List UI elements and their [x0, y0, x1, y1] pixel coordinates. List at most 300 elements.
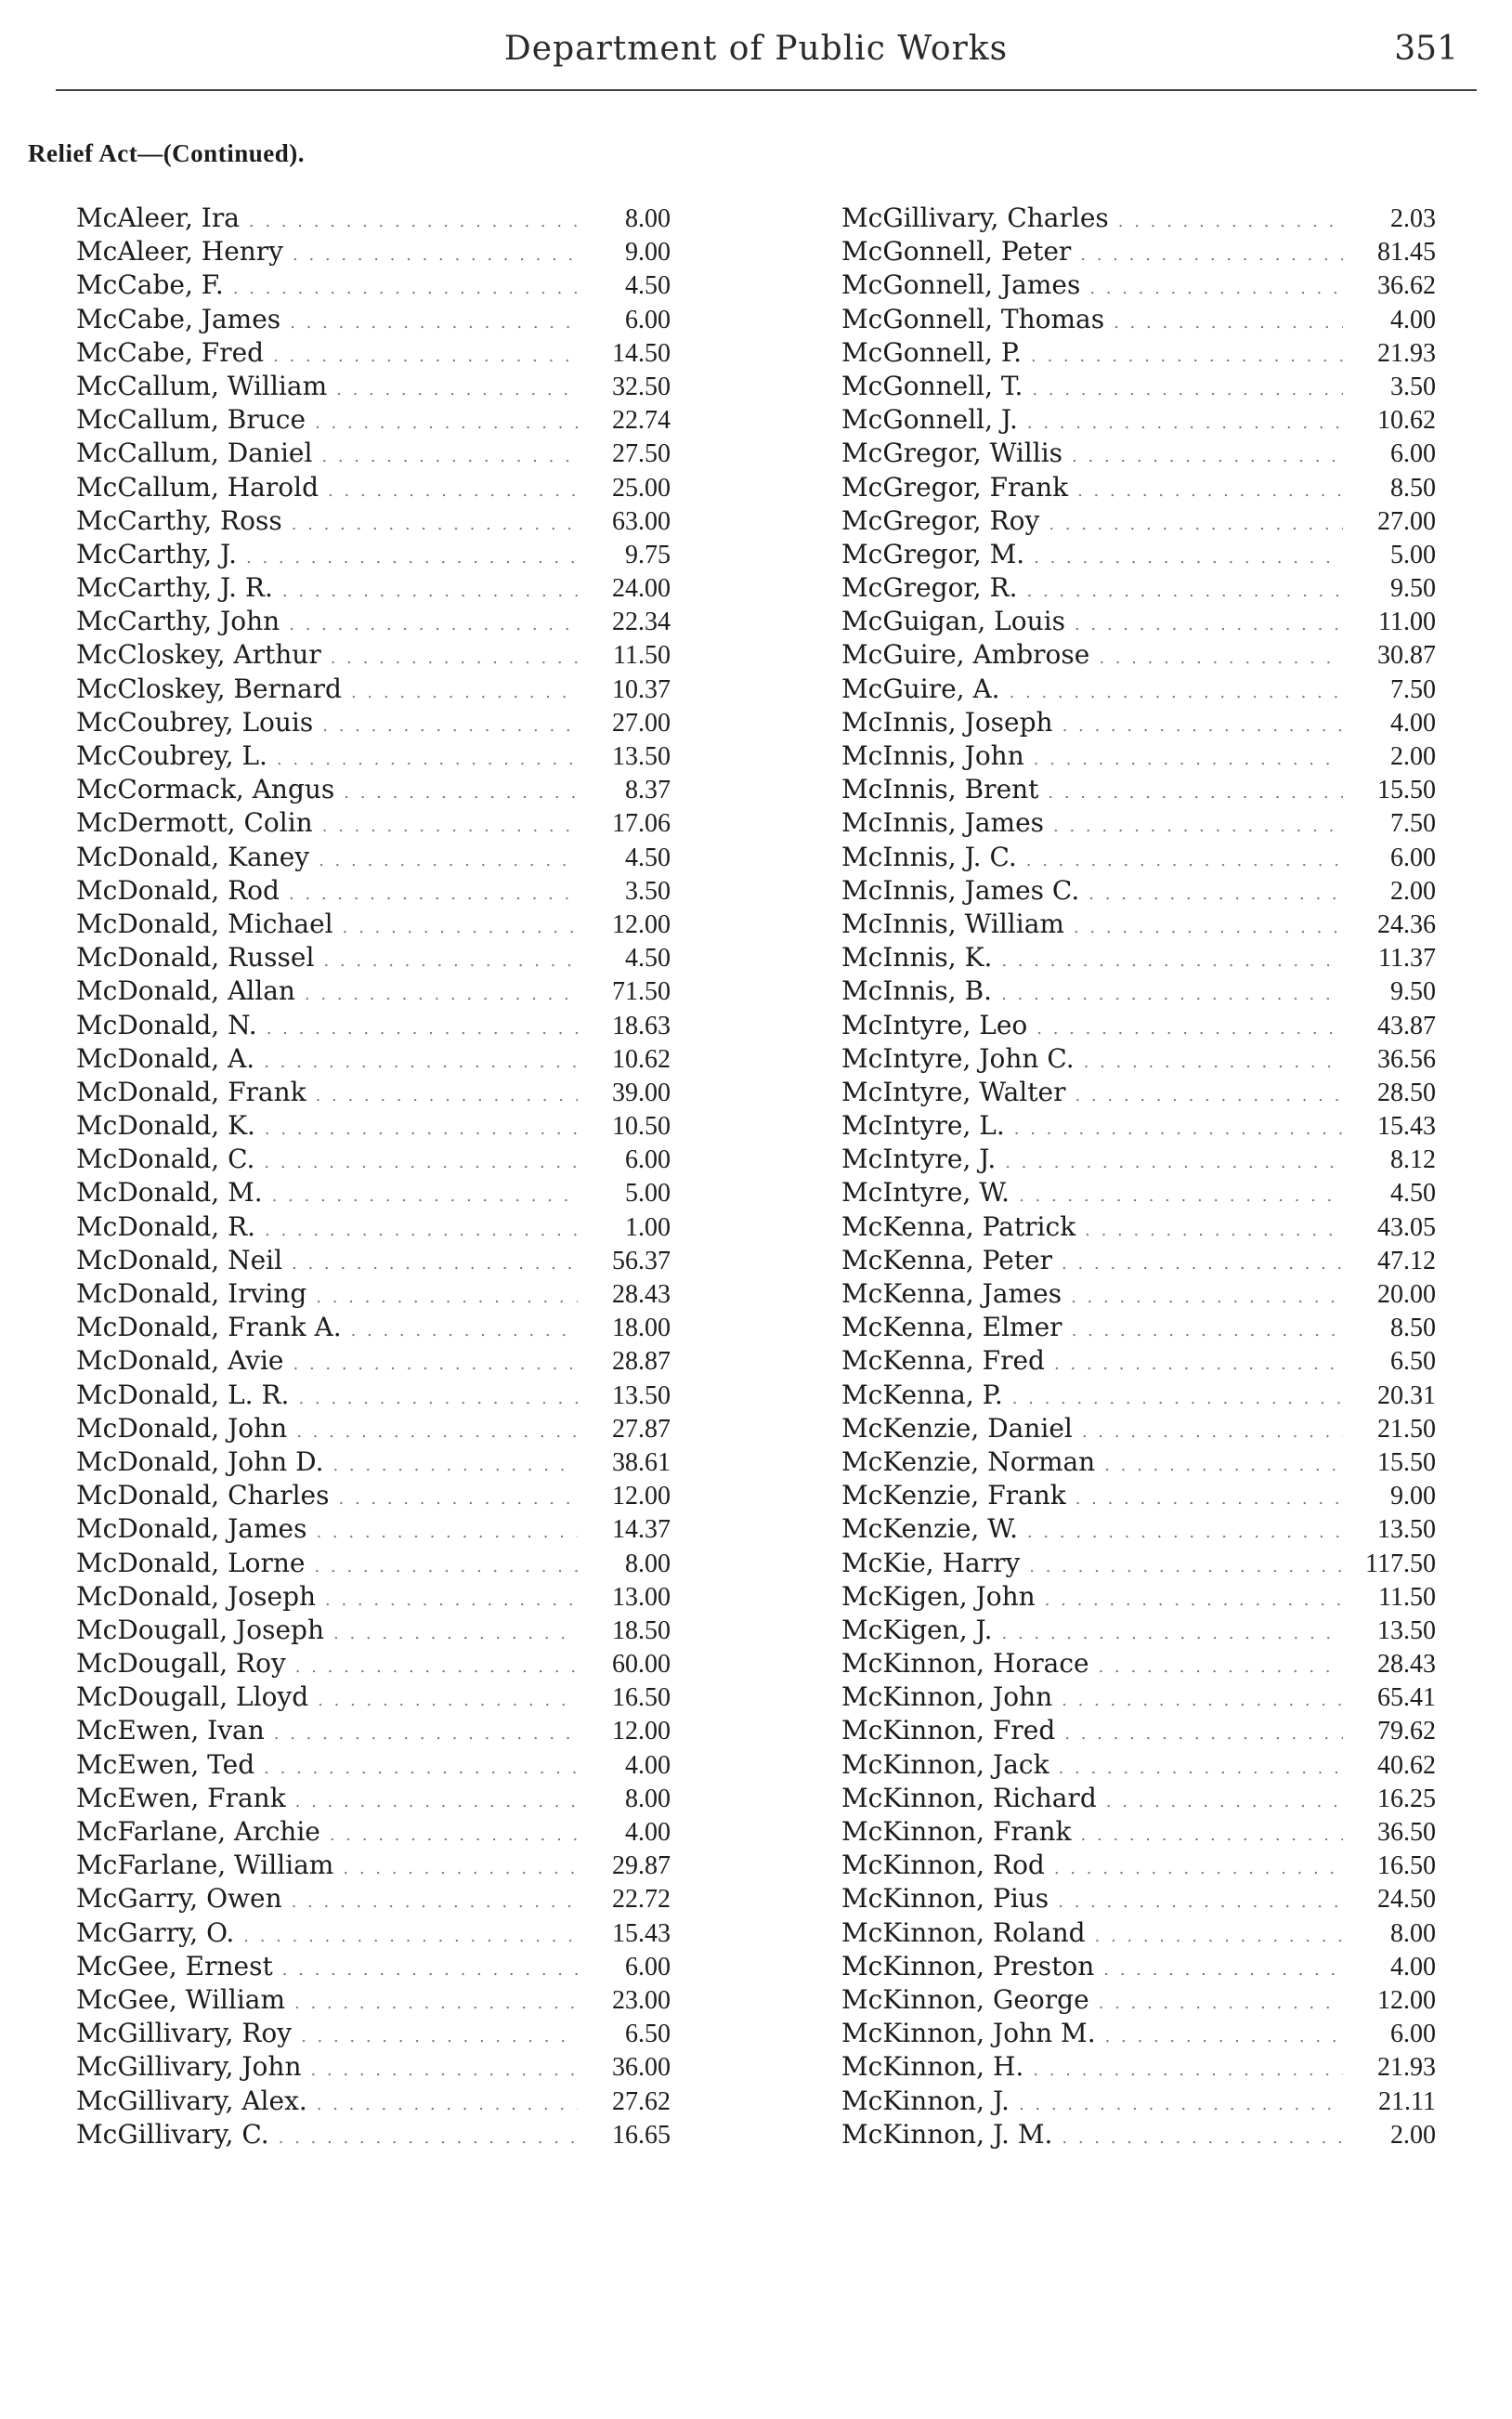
dot-leader	[1075, 1086, 1343, 1105]
entry-name: McKinnon, H.	[841, 2051, 1024, 2083]
entry-name: McCarthy, John	[76, 606, 280, 637]
entry-amount: 8.00	[625, 1784, 671, 1813]
dot-leader	[294, 1994, 578, 2013]
list-item	[76, 1984, 671, 2018]
entry-name: McCloskey, Bernard	[76, 673, 342, 704]
entry-name: McIntyre, Leo	[841, 1009, 1028, 1040]
entry-name: McKinnon, J.	[841, 2085, 1010, 2116]
entry-name: McDougall, Roy	[76, 1648, 286, 1680]
entry-amount: 8.00	[625, 1549, 671, 1578]
entry-amount: 21.93	[1377, 338, 1436, 368]
entry-name: McEwen, Frank	[76, 1782, 286, 1813]
dot-leader	[243, 1927, 578, 1946]
list-item	[76, 472, 671, 505]
entry-amount: 28.43	[612, 1280, 671, 1309]
dot-leader	[265, 1221, 578, 1240]
entry-amount: 28.50	[1377, 1078, 1436, 1107]
list-item	[76, 2119, 671, 2152]
entry-amount: 14.50	[612, 338, 671, 368]
entry-name: McDougall, Lloyd	[76, 1681, 309, 1713]
entry-name: McCallum, Bruce	[76, 404, 306, 436]
entry-amount: 39.00	[612, 1078, 671, 1107]
dot-leader	[1054, 1354, 1343, 1374]
entry-name: McDonald, Frank	[76, 1076, 306, 1107]
dot-leader	[1012, 1389, 1343, 1408]
dot-leader	[264, 1759, 578, 1778]
entry-name: McCoubrey, L.	[76, 740, 267, 771]
list-item	[76, 975, 671, 1009]
entry-amount: 15.43	[612, 1918, 671, 1948]
entry-amount: 16.50	[612, 1683, 671, 1713]
dot-leader	[1019, 2095, 1343, 2114]
entry-name: McKinnon, Jack	[841, 1748, 1049, 1780]
list-item	[841, 2119, 1436, 2152]
list-item	[76, 304, 671, 337]
list-item	[76, 1749, 671, 1783]
entry-amount: 8.50	[1390, 473, 1436, 503]
dot-leader	[318, 1691, 578, 1710]
entry-amount: 60.00	[612, 1650, 671, 1680]
dot-leader	[1114, 313, 1343, 333]
dot-leader	[233, 279, 578, 298]
entry-amount: 4.00	[1390, 708, 1436, 738]
dot-leader	[264, 1053, 578, 1072]
list-item	[76, 236, 671, 269]
list-item	[76, 1345, 671, 1379]
entry-amount: 28.87	[612, 1347, 671, 1377]
list-item	[841, 740, 1436, 774]
entry-amount: 11.50	[1378, 1582, 1436, 1612]
entry-name: McDougall, Joseph	[76, 1614, 324, 1645]
list-item	[76, 1548, 671, 1581]
list-item	[76, 606, 671, 639]
entry-name: McGregor, Frank	[841, 471, 1069, 503]
entry-name: McDonald, N.	[76, 1009, 257, 1040]
entry-name: McKie, Harry	[841, 1547, 1021, 1578]
dot-leader	[265, 1119, 578, 1139]
entry-name: McDonald, Frank A.	[76, 1312, 342, 1343]
entry-name: McGregor, Willis	[841, 438, 1063, 469]
entry-name: McCarthy, Ross	[76, 504, 282, 536]
list-item	[76, 1245, 671, 1278]
entry-name: McKinnon, Richard	[841, 1782, 1097, 1813]
dot-leader	[1071, 1288, 1343, 1307]
list-item	[841, 1749, 1436, 1783]
entry-name: McGillivary, Roy	[76, 2018, 293, 2049]
list-item	[76, 371, 671, 404]
list-item	[841, 438, 1436, 471]
list-item	[841, 606, 1436, 639]
entry-name: McGonnell, Thomas	[841, 303, 1105, 334]
entry-amount: 23.00	[612, 1985, 671, 2015]
list-item	[841, 842, 1436, 875]
entry-name: McDonald, John	[76, 1412, 288, 1444]
entry-name: McDonald, Kaney	[76, 841, 310, 872]
dot-leader	[351, 683, 578, 702]
entry-amount: 25.00	[612, 473, 671, 503]
entry-name: McKinnon, John	[841, 1681, 1053, 1713]
entry-amount: 10.62	[1377, 406, 1436, 436]
entry-amount: 27.50	[612, 439, 671, 469]
entry-amount: 2.00	[1390, 2120, 1436, 2150]
list-item	[841, 1715, 1436, 1748]
entry-amount: 6.50	[625, 2020, 671, 2049]
entry-amount: 8.37	[625, 776, 671, 805]
entry-name: McGuire, Ambrose	[841, 639, 1090, 671]
entry-name: McDonald, R.	[76, 1210, 256, 1242]
entry-amount: 18.63	[612, 1011, 671, 1040]
entry-name: McCoubrey, Louis	[76, 706, 314, 738]
dot-leader	[1034, 750, 1343, 769]
entry-amount: 20.31	[1377, 1380, 1436, 1410]
entry-amount: 15.50	[1377, 1447, 1436, 1477]
list-item	[76, 1446, 671, 1480]
dot-leader	[332, 1456, 578, 1475]
entry-amount: 47.12	[1377, 1246, 1436, 1275]
list-item	[76, 1883, 671, 1916]
list-item	[841, 875, 1436, 909]
entry-name: McCabe, Fred	[76, 336, 265, 368]
entry-name: McInnis, Brent	[841, 774, 1039, 805]
page-title: Department of Public Works	[503, 30, 1009, 68]
entry-amount: 6.00	[625, 1952, 671, 1981]
dot-leader	[319, 851, 578, 870]
dot-leader	[1014, 1119, 1343, 1139]
list-item	[841, 304, 1436, 337]
entry-amount: 10.37	[612, 674, 671, 704]
entry-name: McKinnon, Rod	[841, 1850, 1045, 1881]
entry-name: McDonald, Russel	[76, 942, 315, 974]
list-item	[76, 740, 671, 774]
entry-amount: 6.00	[1390, 843, 1436, 872]
dot-leader	[292, 1892, 578, 1912]
list-item	[841, 1648, 1436, 1681]
list-item	[76, 1480, 671, 1513]
entry-amount: 7.50	[1390, 809, 1436, 839]
list-item	[76, 1413, 671, 1446]
entry-amount: 36.56	[1377, 1044, 1436, 1074]
dot-leader	[1075, 1489, 1343, 1509]
entry-amount: 2.00	[1390, 742, 1436, 771]
dot-leader	[330, 1825, 578, 1845]
dot-leader	[1077, 481, 1343, 501]
entry-amount: 27.00	[612, 708, 671, 738]
entry-name: McDonald, Irving	[76, 1278, 307, 1309]
left-column	[76, 203, 671, 2152]
page-header	[0, 30, 1512, 85]
list-item	[841, 1850, 1436, 1883]
entry-name: McKinnon, Horace	[841, 1648, 1089, 1680]
entry-amount: 21.50	[1377, 1414, 1436, 1444]
entry-name: McEwen, Ivan	[76, 1715, 265, 1746]
dot-leader	[298, 1389, 578, 1408]
entry-name: McDonald, A.	[76, 1042, 255, 1074]
list-item	[76, 673, 671, 707]
dot-leader	[1103, 1960, 1343, 1980]
entry-amount: 4.00	[625, 1750, 671, 1780]
entry-amount: 7.50	[1390, 674, 1436, 704]
list-item	[76, 1648, 671, 1681]
dot-leader	[279, 2128, 578, 2148]
entry-amount: 21.93	[1377, 2053, 1436, 2083]
dot-leader	[1080, 245, 1343, 265]
entry-amount: 81.45	[1377, 238, 1436, 268]
entry-amount: 20.00	[1377, 1280, 1436, 1309]
list-item	[841, 2051, 1436, 2085]
dot-leader	[317, 2095, 578, 2114]
entry-amount: 12.00	[612, 1482, 671, 1511]
list-item	[76, 909, 671, 942]
list-item	[841, 1379, 1436, 1413]
entry-name: McKenna, Patrick	[841, 1210, 1076, 1242]
header-rule	[56, 89, 1477, 91]
list-item	[841, 1110, 1436, 1144]
dot-leader	[1075, 615, 1343, 634]
dot-leader	[295, 1657, 578, 1677]
list-item	[76, 1783, 671, 1816]
entry-amount: 32.50	[612, 372, 671, 401]
list-item	[841, 707, 1436, 740]
list-item	[841, 1345, 1436, 1379]
entry-name: McGregor, Roy	[841, 504, 1040, 536]
entry-amount: 56.37	[612, 1246, 671, 1275]
entry-amount: 18.00	[612, 1314, 671, 1343]
entry-name: McFarlane, William	[76, 1850, 334, 1881]
dot-leader	[264, 1153, 578, 1172]
entry-amount: 13.50	[612, 742, 671, 771]
dot-leader	[316, 1523, 578, 1542]
entry-name: McKinnon, Preston	[841, 1950, 1095, 1981]
entry-amount: 4.50	[625, 271, 671, 301]
entry-name: McDonald, Joseph	[76, 1580, 317, 1612]
dot-leader	[1027, 413, 1343, 433]
list-item	[76, 1177, 671, 1210]
entry-name: McDonald, Neil	[76, 1244, 283, 1275]
entry-amount: 13.00	[612, 1582, 671, 1612]
entry-name: McKigen, J.	[841, 1614, 993, 1645]
entry-amount: 28.43	[1377, 1650, 1436, 1680]
entry-amount: 4.00	[1390, 305, 1436, 334]
entry-amount: 71.50	[612, 977, 671, 1007]
entry-amount: 10.50	[612, 1112, 671, 1142]
entry-amount: 4.00	[1390, 1952, 1436, 1981]
list-item	[76, 842, 671, 875]
dot-leader	[272, 1186, 578, 1206]
list-item	[841, 1615, 1436, 1648]
entry-amount: 9.50	[1390, 977, 1436, 1007]
list-item	[841, 1010, 1436, 1043]
dot-leader	[1081, 1825, 1344, 1845]
dot-leader	[273, 347, 578, 366]
entry-amount: 9.00	[625, 238, 671, 268]
entry-amount: 16.25	[1377, 1784, 1436, 1813]
dot-leader	[1064, 1724, 1343, 1744]
list-item	[76, 1951, 671, 1984]
list-item	[76, 1278, 671, 1312]
entry-name: McKinnon, Roland	[841, 1916, 1086, 1948]
entry-name: McDonald, Lorne	[76, 1547, 306, 1578]
dot-leader	[296, 1422, 578, 1442]
entry-name: McCarthy, J.	[76, 538, 237, 569]
entry-amount: 2.03	[1390, 204, 1436, 233]
entry-name: McCallum, William	[76, 370, 328, 401]
list-item	[841, 1783, 1436, 1816]
list-item	[76, 1010, 671, 1043]
dot-leader	[328, 481, 578, 501]
list-item	[841, 269, 1436, 303]
entry-name: McDonald, Charles	[76, 1480, 330, 1511]
list-item	[76, 1681, 671, 1715]
dot-leader	[325, 1590, 578, 1610]
dot-leader	[289, 615, 578, 634]
list-item	[841, 1480, 1436, 1513]
dot-leader	[1105, 2027, 1343, 2046]
entry-name: McGonnell, T.	[841, 370, 1023, 401]
entry-name: McKenna, P.	[841, 1379, 1003, 1410]
entry-amount: 1.00	[625, 1212, 671, 1242]
dot-leader	[1031, 347, 1343, 366]
entry-name: McGee, William	[76, 1983, 286, 2015]
list-item	[76, 1715, 671, 1748]
entry-name: McIntyre, L.	[841, 1110, 1005, 1142]
entry-name: McGonnell, Peter	[841, 236, 1072, 268]
entry-amount: 6.00	[625, 305, 671, 334]
list-item	[841, 2018, 1436, 2051]
list-item	[76, 1513, 671, 1547]
entry-name: McDonald, M.	[76, 1177, 263, 1209]
list-item	[76, 1615, 671, 1648]
dot-leader	[293, 245, 578, 265]
list-item	[841, 942, 1436, 975]
entry-amount: 9.75	[625, 540, 671, 569]
list-item	[841, 1446, 1436, 1480]
list-item	[841, 807, 1436, 841]
entry-name: McDonald, John D.	[76, 1445, 324, 1477]
entry-name: McDonald, James	[76, 1513, 307, 1545]
entry-amount: 16.65	[612, 2120, 671, 2150]
page-number: 351	[1394, 30, 1458, 68]
entry-amount: 22.34	[612, 608, 671, 637]
list-item	[841, 236, 1436, 269]
entry-name: McCarthy, J. R.	[76, 572, 273, 604]
section-heading: Relief Act—(Continued).	[28, 139, 305, 167]
list-item	[841, 505, 1436, 539]
entry-name: McGarry, Owen	[76, 1883, 282, 1915]
entry-amount: 3.50	[625, 876, 671, 906]
entry-amount: 22.72	[612, 1885, 671, 1915]
dot-leader	[322, 817, 578, 836]
dot-leader	[1054, 1859, 1343, 1878]
dot-leader	[1005, 1153, 1343, 1172]
entry-amount: 6.50	[1390, 1347, 1436, 1377]
dot-leader	[1010, 683, 1343, 702]
entry-amount: 8.00	[625, 204, 671, 233]
dot-leader	[1089, 279, 1343, 298]
list-item	[76, 269, 671, 303]
list-item	[76, 404, 671, 438]
entry-name: McKenzie, W.	[841, 1513, 1018, 1545]
entry-name: McGuire, A.	[841, 673, 1000, 704]
entry-name: McKenna, James	[841, 1278, 1062, 1309]
dot-leader	[339, 1489, 579, 1509]
list-item	[841, 371, 1436, 404]
entry-name: McInnis, James C.	[841, 874, 1080, 906]
entry-name: McInnis, K.	[841, 942, 993, 974]
entry-amount: 11.00	[1378, 608, 1436, 637]
entry-name: McGarry, O.	[76, 1916, 235, 1948]
entry-amount: 8.50	[1390, 1314, 1436, 1343]
list-item	[76, 807, 671, 841]
entry-name: McGregor, M.	[841, 538, 1025, 569]
entry-name: McGillivary, John	[76, 2051, 302, 2083]
list-item	[841, 1513, 1436, 1547]
entry-amount: 9.50	[1390, 574, 1436, 604]
entry-amount: 17.06	[612, 809, 671, 839]
entry-amount: 9.00	[1390, 1482, 1436, 1511]
list-item	[76, 572, 671, 606]
entry-name: McGonnell, J.	[841, 404, 1018, 436]
dot-leader	[1085, 1221, 1343, 1240]
entry-amount: 38.61	[612, 1447, 671, 1477]
dot-leader	[1099, 1994, 1343, 2013]
list-item	[841, 975, 1436, 1009]
list-item	[76, 1379, 671, 1413]
list-item	[76, 337, 671, 371]
dot-leader	[343, 1859, 578, 1878]
dot-leader	[351, 1321, 578, 1340]
entry-amount: 43.87	[1377, 1011, 1436, 1040]
dot-leader	[1074, 918, 1343, 937]
dot-leader	[1062, 2128, 1343, 2148]
dot-leader	[310, 2060, 578, 2080]
dot-leader	[1082, 1422, 1343, 1442]
dot-leader	[1072, 1321, 1343, 1340]
entry-amount: 5.00	[625, 1179, 671, 1209]
entry-name: McCallum, Daniel	[76, 438, 313, 469]
entry-amount: 21.11	[1378, 2086, 1436, 2116]
list-item	[841, 1581, 1436, 1615]
entry-name: McInnis, John	[841, 740, 1024, 771]
entry-name: McInnis, Joseph	[841, 706, 1053, 738]
list-item	[841, 1144, 1436, 1177]
dot-leader	[1062, 716, 1343, 736]
entry-name: McInnis, J. C.	[841, 841, 1017, 872]
entry-amount: 4.00	[625, 1818, 671, 1847]
dot-leader	[1032, 380, 1343, 399]
list-item	[841, 1278, 1436, 1312]
dot-leader	[1072, 447, 1343, 466]
dot-leader	[315, 1557, 578, 1576]
dot-leader	[1001, 985, 1343, 1004]
entry-amount: 24.50	[1377, 1885, 1436, 1915]
dot-leader	[321, 447, 578, 466]
entry-name: McKinnon, J. M.	[841, 2118, 1053, 2150]
list-item	[841, 1211, 1436, 1245]
dot-leader	[1001, 951, 1343, 971]
entry-amount: 79.62	[1377, 1717, 1436, 1746]
entry-amount: 13.50	[612, 1380, 671, 1410]
entry-amount: 15.50	[1377, 776, 1436, 805]
entry-name: McDonald, Avie	[76, 1345, 284, 1377]
list-item	[841, 1077, 1436, 1110]
dot-leader	[277, 750, 578, 769]
entry-amount: 24.00	[612, 574, 671, 604]
dot-leader	[1062, 1254, 1343, 1274]
entry-name: McCabe, F.	[76, 269, 224, 301]
entry-name: McEwen, Ted	[76, 1748, 255, 1780]
entry-amount: 11.37	[1378, 944, 1436, 974]
dot-leader	[1058, 1892, 1343, 1912]
